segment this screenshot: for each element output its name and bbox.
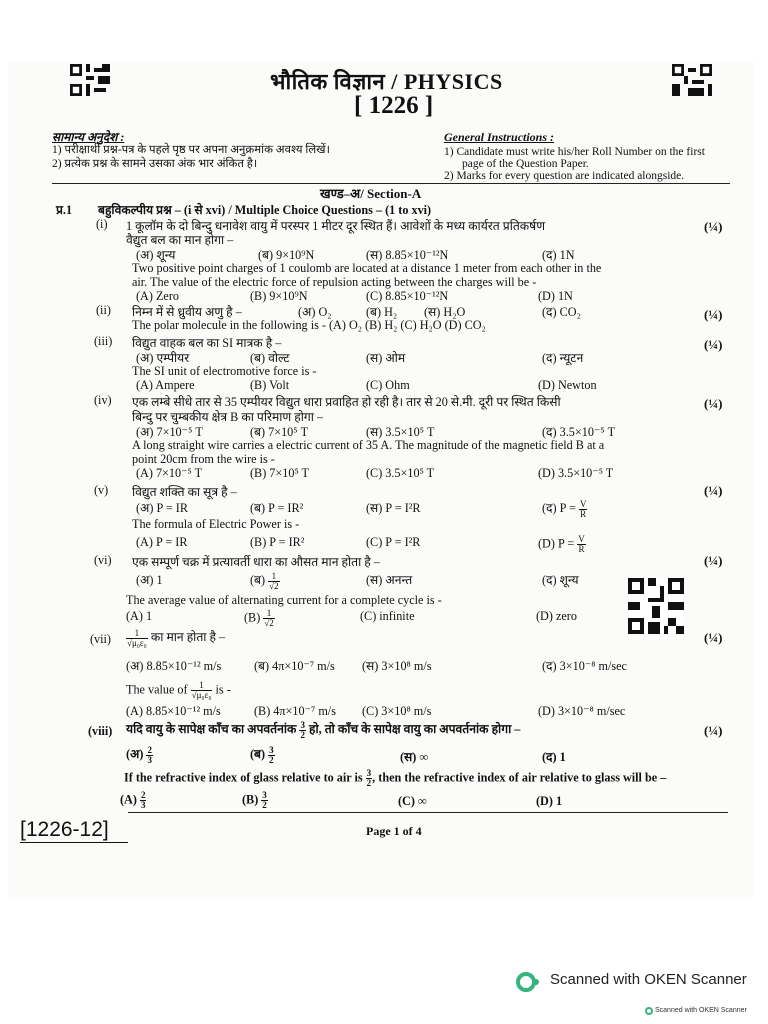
footer-code-underline <box>20 842 128 843</box>
q-viii-english-text-b: , then the refractive index of air relative to glass will be – <box>372 770 667 785</box>
q-v-hi-option-a: (अ) P = IR <box>136 501 188 515</box>
qr-code-left <box>70 64 110 96</box>
q-vii-en-option-d: (D) 3×10⁻⁸ m/sec <box>538 704 626 718</box>
two-over-three-fraction <box>140 791 147 810</box>
q-i-english-line1: Two positive point charges of 1 coulomb are located at a distance 1 meter from each other in the <box>132 261 602 275</box>
scanner-watermark-small: Scanned with OKEN Scanner <box>655 1007 747 1014</box>
q-i-hi-option-b: (ब) 9×10⁹N <box>258 248 315 262</box>
q-viii-en-option-a <box>120 791 146 810</box>
q-v-en-option-c: (C) P = I²R <box>366 535 421 549</box>
fraction-numerator: 1 <box>263 609 274 619</box>
three-over-two-fraction <box>268 746 275 765</box>
q-v-number: (v) <box>94 483 109 497</box>
q-viii-english-text-a: If the refractive index of glass relative to air is <box>124 770 363 785</box>
fraction-numerator: V <box>579 498 587 509</box>
fraction-denominator: R <box>580 508 587 519</box>
q-i-en-option-d: (D) 1N <box>538 289 573 303</box>
q-vi-marks: (¼) <box>704 553 723 568</box>
q-i-en-option-a: (A) Zero <box>136 289 179 303</box>
q-i-hi-option-a: (अ) शून्य <box>136 248 176 262</box>
fraction-denominator: 2 <box>300 729 305 740</box>
q-viii-en-option-b-label: (B) <box>242 792 259 807</box>
q-iv-hi-option-d: (द) 3.5×10⁻⁵ T <box>542 425 616 439</box>
fraction-denominator: 2 <box>366 778 372 788</box>
oken-logo-dot <box>533 979 539 985</box>
q-vii-hi-option-d: (द) 3×10⁻⁸ m/sec <box>542 659 627 673</box>
q-vi-hindi-line1: एक सम्पूर्ण चक्र में प्रत्यावर्ती धारा का औसत मान होता है – <box>132 555 380 569</box>
q-vi-hi-option-b-label: (ब) <box>250 573 266 587</box>
q-iii-hi-option-a: (अ) एम्पीयर <box>136 351 190 365</box>
q-iv-english-line2: point 20cm from the wire is - <box>132 452 275 466</box>
section-heading: खण्ड–अ/ Section-A <box>320 186 422 201</box>
paper-code: [ 1226 ] <box>354 92 434 119</box>
three-over-two-fraction <box>299 721 306 740</box>
q-iii-number: (iii) <box>94 334 113 348</box>
q-vii-en-option-c: (C) 3×10⁸ m/s <box>362 704 432 718</box>
q-iii-hi-option-d: (द) न्यूटन <box>542 351 584 365</box>
q-iii-en-option-b: (B) Volt <box>250 378 290 392</box>
fraction-numerator: 3 <box>366 768 372 778</box>
fraction-denominator: R <box>578 544 585 554</box>
q-vi-en-option-b <box>244 609 275 628</box>
q-ii-hindi-line1: निम्न में से ध्रुवीय अणु है – <box>132 305 242 319</box>
v-over-r-fraction <box>579 500 588 519</box>
q-iv-en-option-a: (A) 7×10⁻⁵ T <box>136 466 203 480</box>
q-iv-en-option-c: (C) 3.5×10⁵ T <box>366 466 435 480</box>
q-vi-english-line1: The average value of alternating current for a complete cycle is - <box>126 593 442 607</box>
q-vii-hindi-line1 <box>126 628 225 648</box>
q-viii-hi-option-b <box>250 745 275 765</box>
q-vi-en-option-d: (D) zero <box>536 609 577 623</box>
one-over-root-two-fraction <box>268 572 279 591</box>
q-iv-hi-option-c: (स) 3.5×10⁵ T <box>366 425 435 439</box>
q-viii-hi-option-a-label: (अ) <box>126 747 144 761</box>
question-1-label: प्र.1 <box>56 203 73 217</box>
q-iv-number: (iv) <box>94 393 112 407</box>
q-iii-hindi-line1: विद्युत वाहक बल का SI मात्रक है – <box>132 336 282 350</box>
q-vii-hindi-text: का मान होता है – <box>150 630 226 644</box>
q-iv-en-option-b: (B) 7×10⁵ T <box>250 466 309 480</box>
q-vi-hi-option-a: (अ) 1 <box>136 573 163 587</box>
q-viii-hi-option-b-label: (ब) <box>250 747 266 761</box>
q-viii-english-line1 <box>124 769 666 788</box>
q-vi-hi-option-d: (द) शून्य <box>542 573 579 587</box>
q-ii-hi-option-a: (अ) O₂ <box>298 305 332 319</box>
q-vii-en-option-a: (A) 8.85×10⁻¹² m/s <box>126 704 221 718</box>
question-1-heading: बहुविकल्पीय प्रश्न – (i से xvi) / Multiple Choice Questions – (1 to xvi) <box>98 203 432 217</box>
q-i-hi-option-c: (स) 8.85×10⁻¹²N <box>366 248 449 262</box>
q-viii-en-option-c: (C) ∞ <box>398 794 427 808</box>
q-viii-en-option-b <box>242 791 268 810</box>
fraction-denominator: √μ₀ε₀ <box>191 690 212 700</box>
q-vii-english-line1 <box>126 681 231 700</box>
q-iv-hindi-line1: एक लम्बे सीधे तार से 35 एम्पीयर विद्युत धारा प्रवाहित हो रही है। तार से 20 से.मी. दूरी पर स्थित किसी <box>132 395 561 409</box>
q-viii-hi-option-d: (द) 1 <box>542 750 566 764</box>
q-vi-hi-option-b <box>250 571 280 591</box>
q-v-hi-option-b: (ब) P = IR² <box>250 501 304 515</box>
q-iii-hi-option-b: (ब) वोल्ट <box>250 351 290 365</box>
fraction-numerator: 2 <box>147 744 152 755</box>
q-vi-en-option-a: (A) 1 <box>126 609 153 623</box>
q-vii-hi-option-a: (अ) 8.85×10⁻¹² m/s <box>126 659 222 673</box>
hindi-instruction-1: 1) परीक्षार्थी प्रश्न-पत्र के पहले पृष्ठ पर अपना अनुक्रमांक अवश्य लिखें। <box>52 144 330 156</box>
q-vi-en-option-c: (C) infinite <box>360 609 415 623</box>
fraction-denominator: √2 <box>264 618 274 628</box>
fraction-numerator: 2 <box>140 790 146 800</box>
q-vii-english-text-b: is - <box>215 682 231 697</box>
q-ii-marks: (¼) <box>704 307 723 322</box>
q-v-hi-option-d <box>542 499 587 519</box>
q-iii-hi-option-c: (स) ओम <box>366 351 406 365</box>
q-v-en-option-d <box>538 535 586 554</box>
two-over-three-fraction <box>146 746 153 765</box>
q-iv-en-option-d: (D) 3.5×10⁻⁵ T <box>538 466 614 480</box>
fraction-denominator: 2 <box>262 800 267 810</box>
q-vii-hi-option-c: (स) 3×10⁸ m/s <box>362 659 432 673</box>
q-v-en-option-b: (B) P = IR² <box>250 535 305 549</box>
q-ii-hi-option-d: (द) CO₂ <box>542 305 581 319</box>
one-over-root-mu-epsilon-fraction <box>191 681 213 700</box>
q-viii-marks: (¼) <box>704 723 723 738</box>
fraction-numerator: 3 <box>269 744 274 755</box>
oken-logo-small-icon <box>645 1007 653 1015</box>
english-instructions-heading: General Instructions : <box>444 130 555 144</box>
q-vii-en-option-b: (B) 4π×10⁻⁷ m/s <box>254 704 336 718</box>
hindi-instruction-2: 2) प्रत्येक प्रश्न के सामने उसका अंक भार अंकित है। <box>52 158 258 170</box>
paper-title: भौतिक विज्ञान / PHYSICS <box>270 69 503 94</box>
q-viii-hindi-text-b: हो, तो काँच के सापेक्ष वायु का अपवर्तनांक होगा – <box>309 722 521 736</box>
q-i-hindi-line2: वैद्युत बल का मान होगा – <box>126 233 234 247</box>
q-viii-number: (viii) <box>88 724 113 738</box>
one-over-root-mu-epsilon-fraction <box>126 629 148 648</box>
q-iv-marks: (¼) <box>704 396 723 411</box>
q-v-hi-option-d-label: (द) P = <box>542 501 576 515</box>
q-vii-hi-option-b: (ब) 4π×10⁻⁷ m/s <box>254 659 335 673</box>
fraction-denominator: 3 <box>147 754 152 765</box>
q-vii-marks: (¼) <box>704 630 723 645</box>
q-viii-hindi-line1 <box>126 720 520 740</box>
fraction-numerator: 1 <box>191 681 213 691</box>
fraction-denominator: √μ₀ε₀ <box>127 637 147 648</box>
q-iv-hi-option-a: (अ) 7×10⁻⁵ T <box>136 425 203 439</box>
english-instruction-1a: 1) Candidate must write his/her Roll Number on the first <box>444 146 705 158</box>
footer-paper-code: [1226-12] <box>20 818 109 841</box>
q-v-hi-option-c: (स) P = I²R <box>366 501 421 515</box>
q-iii-en-option-a: (A) Ampere <box>136 378 195 392</box>
q-viii-hi-option-c: (स) ∞ <box>400 750 429 764</box>
page-bottom-divider <box>128 812 728 813</box>
q-viii-hindi-text-a: यदि वायु के सापेक्ष काँच का अपवर्तनांक <box>126 722 297 736</box>
fraction-numerator: 1 <box>126 629 148 639</box>
three-over-two-fraction <box>261 791 268 810</box>
q-viii-en-option-a-label: (A) <box>120 792 137 807</box>
fraction-numerator: V <box>578 534 585 544</box>
q-iv-hi-option-b: (ब) 7×10⁵ T <box>250 425 309 439</box>
q-vii-number: (vii) <box>90 632 111 646</box>
q-ii-hi-option-c: (स) H₂O <box>424 305 466 319</box>
q-vi-hi-option-c: (स) अनन्त <box>366 573 413 587</box>
q-iv-english-line1: A long straight wire carries a electric current of 35 A. The magnitude of the magnetic field B at a <box>132 438 605 452</box>
fraction-denominator: √2 <box>269 580 279 591</box>
q-iii-en-option-d: (D) Newton <box>538 378 597 392</box>
english-instruction-2: 2) Marks for every question are indicated alongside. <box>444 170 685 182</box>
english-instruction-1b: page of the Question Paper. <box>462 158 589 170</box>
q-iii-en-option-c: (C) Ohm <box>366 378 410 392</box>
one-over-root-two-fraction <box>263 609 274 628</box>
page-number: Page 1 of 4 <box>366 824 422 838</box>
qr-code-right <box>672 64 712 96</box>
q-i-en-option-b: (B) 9×10⁹N <box>250 289 308 303</box>
fraction-denominator: 2 <box>269 754 274 765</box>
q-i-en-option-c: (C) 8.85×10⁻¹²N <box>366 289 449 303</box>
q-vi-number: (vi) <box>94 553 112 567</box>
qr-code-inline <box>628 578 684 634</box>
q-iv-hindi-line2: बिन्दु पर चुम्बकीय क्षेत्र B का परिमाण होगा – <box>132 410 324 424</box>
q-v-english-line1: The formula of Electric Power is - <box>132 517 300 531</box>
q-viii-hi-option-a <box>126 745 153 765</box>
fraction-numerator: 3 <box>300 719 305 730</box>
q-vi-en-option-b-label: (B) <box>244 610 261 625</box>
q-iii-marks: (¼) <box>704 337 723 352</box>
q-v-marks: (¼) <box>704 483 723 498</box>
q-v-hindi-line1: विद्युत शक्ति का सूत्र है – <box>132 485 237 499</box>
q-ii-number: (ii) <box>96 303 111 317</box>
q-iii-english-line1: The SI unit of electromotive force is - <box>132 364 317 378</box>
fraction-denominator: 3 <box>140 800 146 810</box>
q-v-en-option-a: (A) P = IR <box>136 535 188 549</box>
q-i-number: (i) <box>96 217 108 231</box>
fraction-numerator: 3 <box>262 790 267 800</box>
fraction-numerator: 1 <box>268 572 279 582</box>
hindi-instructions-heading: सामान्य अनुदेश : <box>52 130 125 144</box>
q-i-marks: (¼) <box>704 219 723 234</box>
q-ii-english-line1: The polar molecule in the following is - (A) O₂ (B) H₂ (C) H₂O (D) CO₂ <box>132 318 486 332</box>
q-v-en-option-d-label: (D) P = <box>538 536 575 551</box>
v-over-r-fraction <box>577 535 586 554</box>
q-vii-english-text-a: The value of <box>126 682 188 697</box>
q-viii-en-option-d: (D) 1 <box>536 794 563 808</box>
q-i-english-line2: air. The value of the electric force of repulsion acting between the charges will be - <box>132 275 537 289</box>
scanner-watermark: Scanned with OKEN Scanner <box>550 971 747 988</box>
q-ii-hi-option-b: (ब) H₂ <box>366 305 398 319</box>
q-i-hindi-line1: 1 कूलॉम के दो बिन्दु धनावेश वायु में परस्पर 1 मीटर दूर स्थित हैं। आवेशों के मध्य कार्यरत प्रतिकर्षण <box>126 219 546 233</box>
q-i-hi-option-d: (द) 1N <box>542 248 575 262</box>
